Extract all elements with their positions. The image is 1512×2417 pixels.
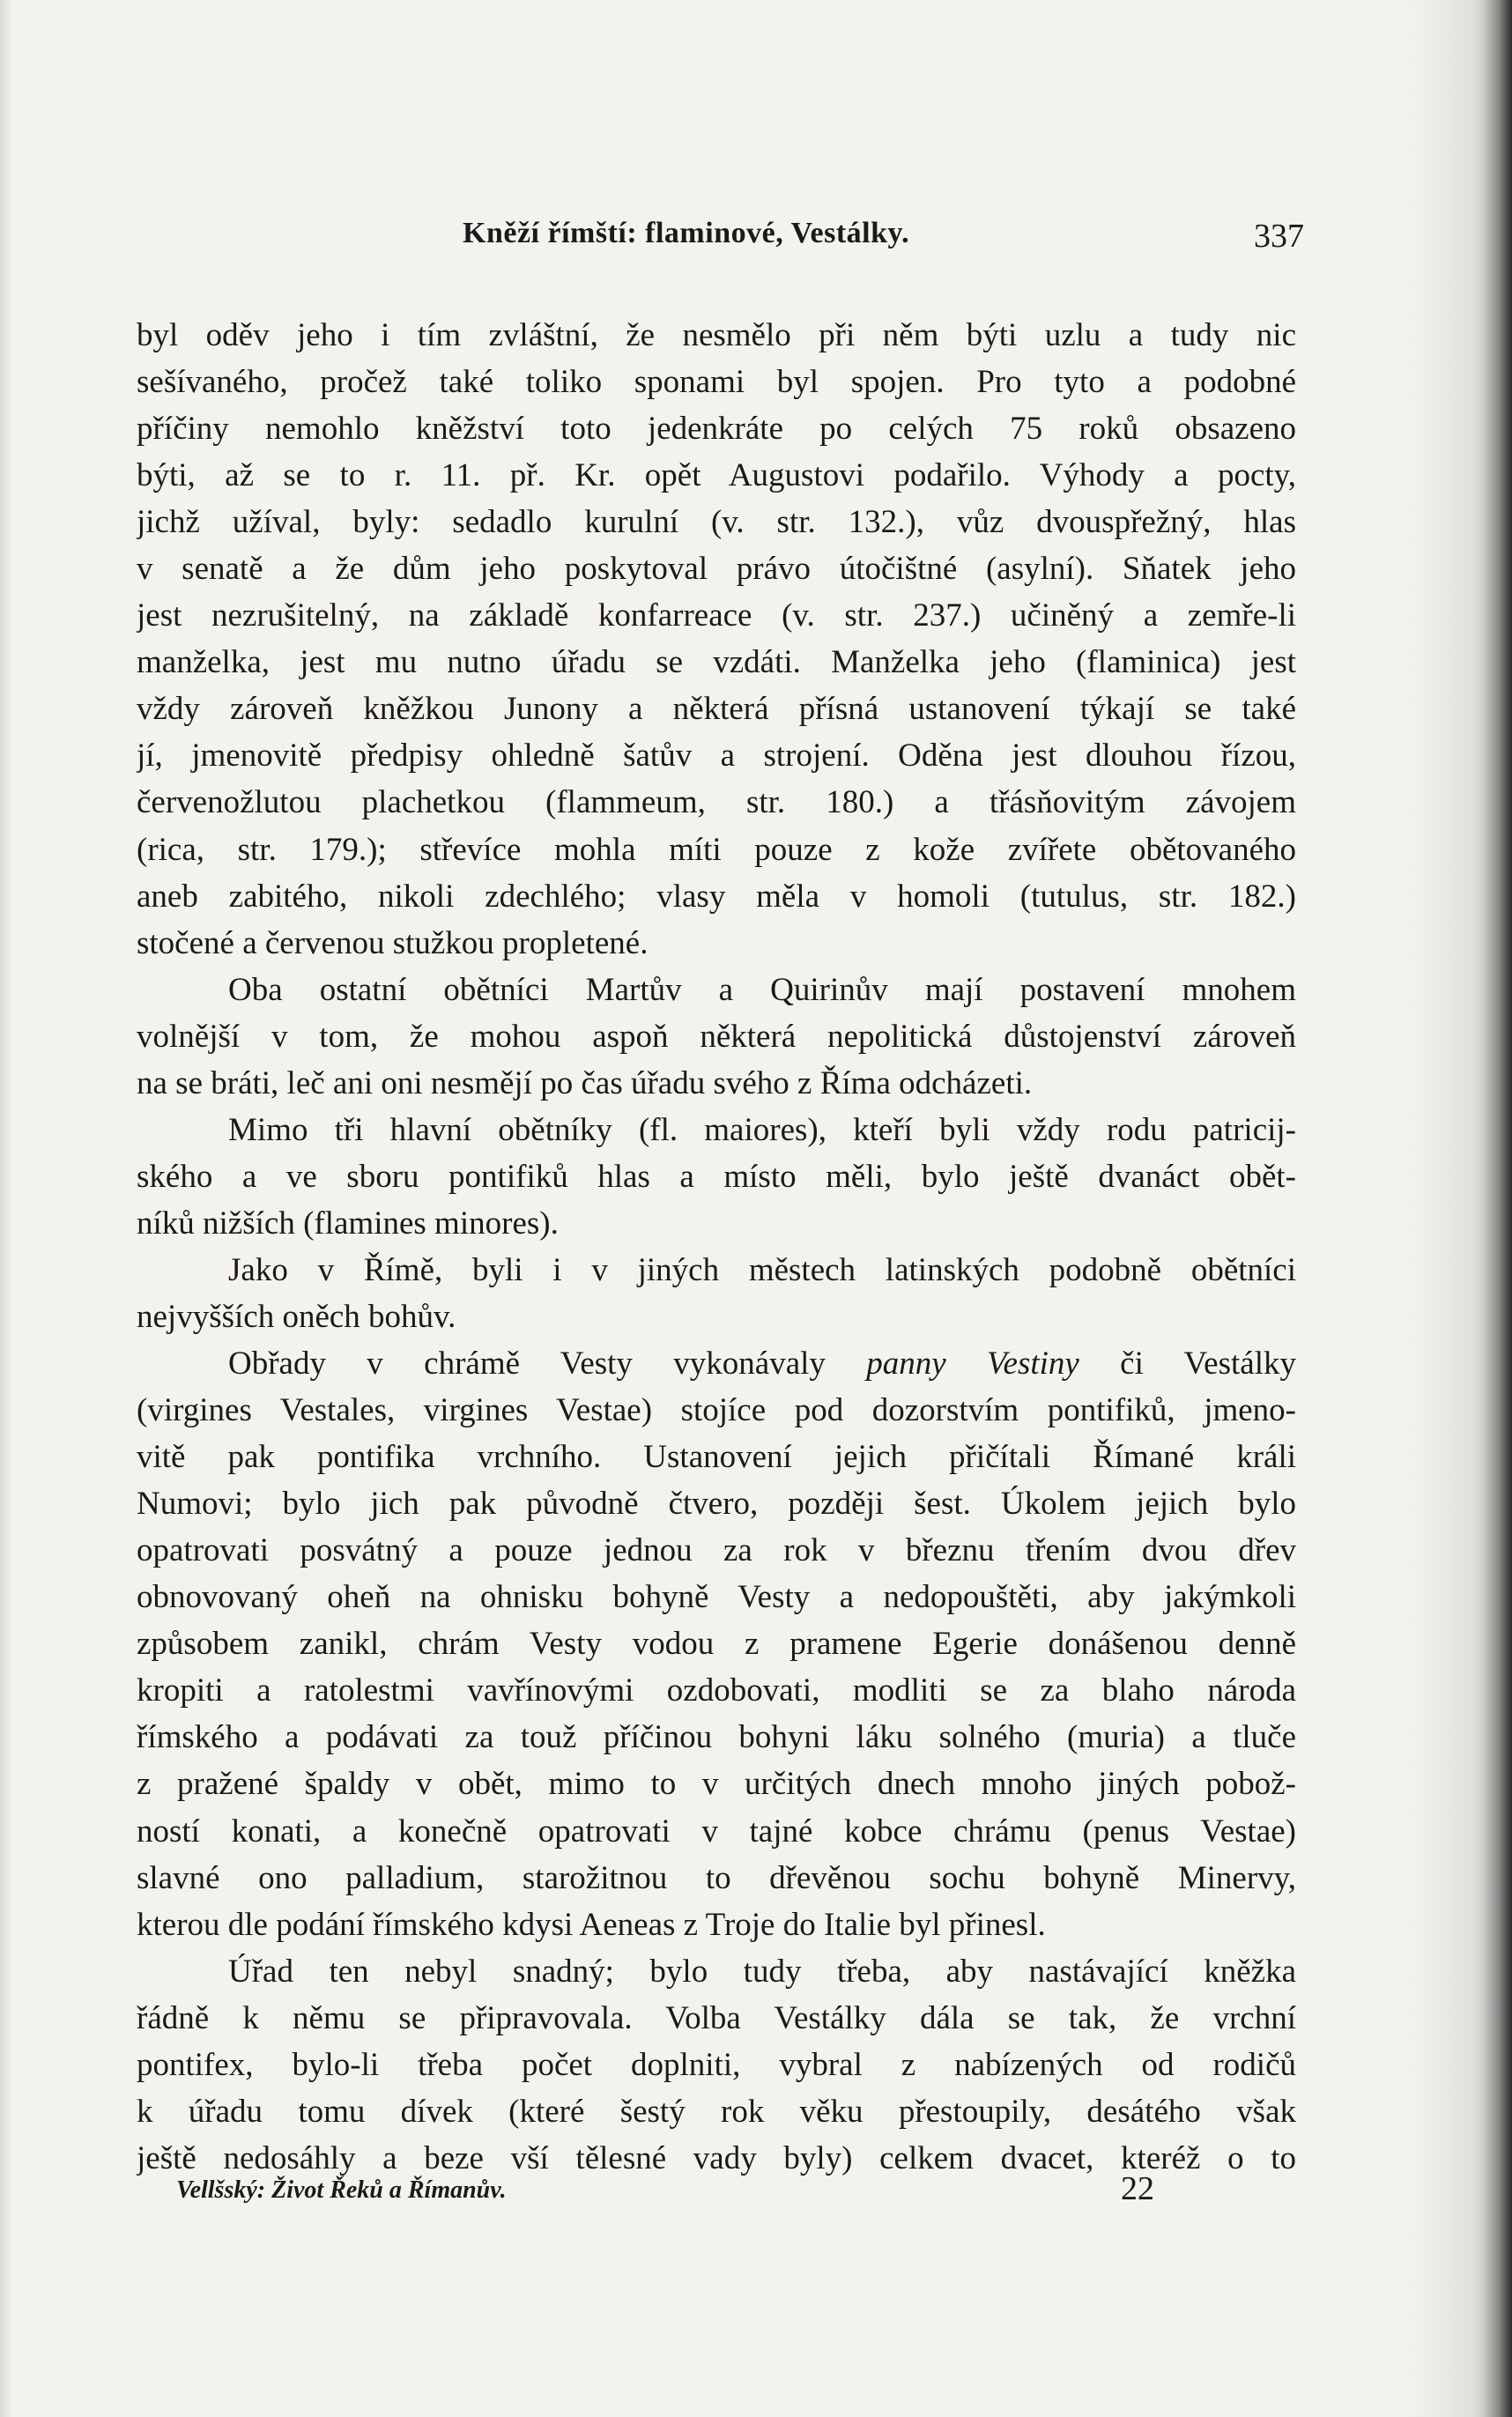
text-line: z pražené špaldy v obět, mimo to v určitých dnech mnoho jiných pobož-: [137, 1766, 1296, 1803]
footer-book-title: Vellšský: Život Řeků a Římanův.: [176, 2176, 507, 2204]
text-line: červenožlutou plachetkou (flammeum, str. 180.) a třásňovitým závojem: [137, 784, 1296, 821]
text-line: Mimo tři hlavní obětníky (fl. maiores), kteří byli vždy rodu patricij-: [228, 1111, 1296, 1148]
text-line: jichž užíval, byly: sedadlo kurulní (v. str. 132.), vůz dvouspřežný, hlas: [137, 504, 1296, 541]
text-line: obnovovaný oheň na ohnisku bohyně Vesty a nedopouštěti, aby jakýmkoli: [137, 1579, 1296, 1616]
text-line: volnější v tom, že mohou aspoň některá nepolitická důstojenství zároveň: [137, 1018, 1296, 1055]
text-line: pontifex, bylo-li třeba počet doplniti, vybral z nabízených od rodičů: [137, 2046, 1296, 2083]
text-line: ještě nedosáhly a beze vší tělesné vady byly) celkem dvacet, kteréž o to: [137, 2139, 1296, 2176]
text-line: ností konati, a konečně opatrovati v tajné kobce chrámu (penus Vestae): [137, 1813, 1296, 1850]
text-line: opatrovati posvátný a pouze jednou za rok v březnu třením dvou dřev: [137, 1532, 1296, 1569]
text-line: Úřad ten nebyl snadný; bylo tudy třeba, aby nastávající kněžka: [228, 1953, 1296, 1990]
text-line: (rica, str. 179.); střevíce mohla míti pouze z kože zvířete obětovaného: [137, 831, 1296, 868]
text-line: příčiny nemohlo kněžství toto jedenkráte po celých 75 roků obsazeno: [137, 411, 1296, 448]
text-line: ského a ve sboru pontifiků hlas a místo měli, bylo ještě dvanáct obět-: [137, 1158, 1296, 1195]
text-line: způsobem zanikl, chrám Vesty vodou z pramene Egerie donášenou denně: [137, 1626, 1296, 1663]
book-page-edge: [1468, 0, 1512, 2417]
text-line: níků nižších (flamines minores).: [137, 1205, 559, 1242]
printer-signature-mark: 22: [1121, 2170, 1154, 2207]
text-line: Numovi; bylo jich pak původně čtvero, později šest. Úkolem jejich bylo: [137, 1486, 1296, 1523]
text-line: sešívaného, pročež také toliko sponami byl spojen. Pro tyto a podobné: [137, 364, 1296, 401]
text-line: vždy zároveň kněžkou Junony a některá přísná ustanovení týkají se také: [137, 691, 1296, 728]
page-left-shadow: [0, 0, 12, 2417]
text-line: manželka, jest mu nutno úřadu se vzdáti. Manželka jeho (flaminica) jest: [137, 644, 1296, 681]
italic-term: panny Vestiny: [866, 1346, 1079, 1383]
text-line: nejvyšších oněch bohův.: [137, 1298, 456, 1335]
page-edge-shading: [1406, 0, 1468, 2417]
text-line: Jako v Římě, byli i v jiných městech latinských podobně obětníci: [228, 1251, 1296, 1288]
text-line: býti, až se to r. 11. př. Kr. opět Augustovi podařilo. Výhody a pocty,: [137, 457, 1296, 494]
text-line: řádně k němu se připravovala. Volba Vestálky dála se tak, že vrchní: [137, 1999, 1296, 2036]
text-line: v senatě a že dům jeho poskytoval právo útočištné (asylní). Sňatek jeho: [137, 551, 1296, 588]
page-number: 337: [1254, 218, 1304, 255]
text-line: k úřadu tomu dívek (které šestý rok věku přestoupily, desátého však: [137, 2093, 1296, 2130]
text-line: (virgines Vestales, virgines Vestae) stojíce pod dozorstvím pontifiků, jmeno-: [137, 1392, 1296, 1429]
text-line: vitě pak pontifika vrchního. Ustanovení jejich přičítali Římané králi: [137, 1439, 1296, 1476]
text-line: římského a podávati za touž příčinou bohyni láku solného (muria) a tluče: [137, 1719, 1296, 1756]
text-line: kropiti a ratolestmi vavřínovými ozdobovati, modliti se za blaho národa: [137, 1672, 1296, 1709]
text-line: byl oděv jeho i tím zvláštní, že nesmělo při něm býti uzlu a tudy nic: [137, 317, 1296, 353]
text-line: Oba ostatní obětníci Martův a Quirinův mají postavení mnohem: [228, 971, 1296, 1008]
running-head: Kněží římští: flaminové, Vestálky.: [463, 217, 910, 249]
text-line: aneb zabitého, nikoli zdechlého; vlasy měla v homoli (tutulus, str. 182.): [137, 878, 1296, 915]
text-line: jí, jmenovitě předpisy ohledně šatův a strojení. Oděna jest dlouhou řízou,: [137, 738, 1296, 775]
page-header: [137, 217, 1304, 261]
text-line: na se bráti, leč ani oni nesmějí po čas úřadu svého z Říma odcházeti.: [137, 1064, 1033, 1101]
text-line: slavné ono palladium, starožitnou to dřevěnou sochu bohyně Minervy,: [137, 1859, 1296, 1896]
text-line: kterou dle podání římského kdysi Aeneas z Troje do Italie byl přinesl.: [137, 1906, 1046, 1943]
text-line: stočené a červenou stužkou propletené.: [137, 924, 649, 961]
body-text: [137, 312, 1296, 2182]
text-line: jest nezrušitelný, na základě konfarreace (v. str. 237.) učiněný a zemře-li: [137, 597, 1296, 634]
page-footer: [176, 2169, 1154, 2213]
text-line: Obřady v chrámě Vesty vykonávaly panny Vestiny či Vestálky: [228, 1346, 1296, 1383]
